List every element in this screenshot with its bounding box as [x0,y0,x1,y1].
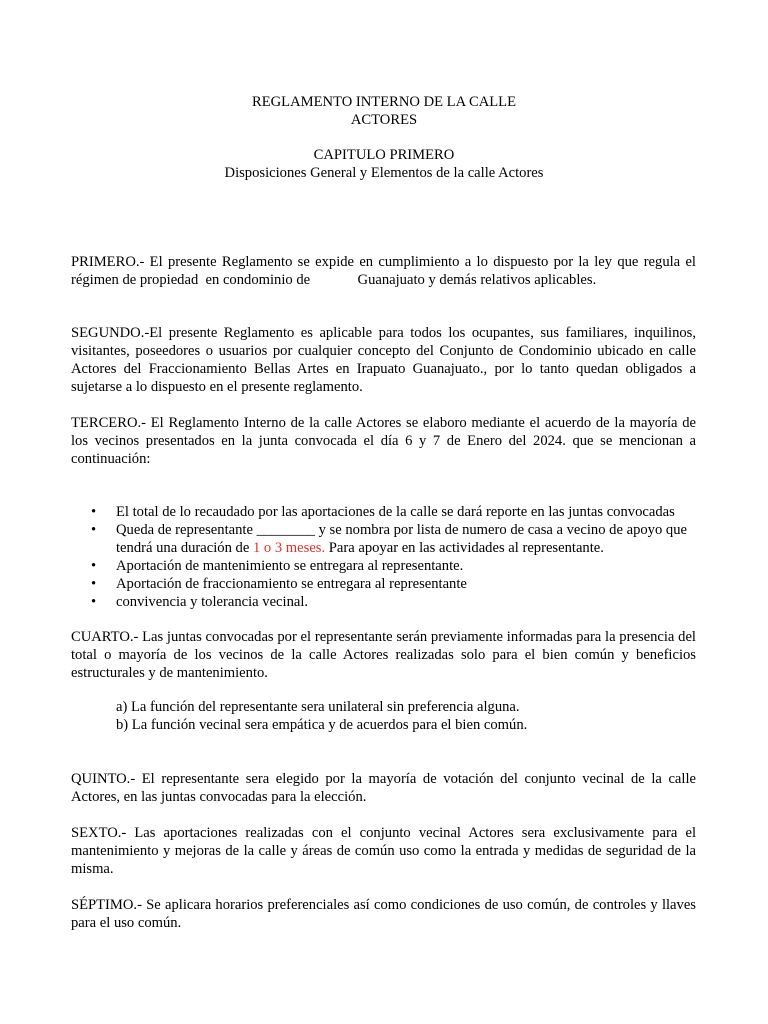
list-item: • convivencia y tolerancia vecinal. [91,594,309,610]
bullet-icon: • [91,558,97,574]
chapter-heading: CAPITULO PRIMERO [313,147,455,163]
agreement-list [71,503,696,611]
bullet-icon: • [91,594,97,610]
sub-item-b: b) La función vecinal sera empática y de acuerdos para el bien común. [116,717,528,733]
article-segundo: SEGUNDO.-El presente Reglamento es aplicable para todos los ocupantes, sus familiares, inquilinos, visitantes, poseedores o usuarios por cualquier concepto del Conjunto de Condominio ubicado en calle Actores del Fraccionamiento Bellas Artes en Irapuato Guanajuato., por lo tanto quedan obligados a sujetarse a lo dispuesto en el presente reglamento. [71,325,696,395]
list-item: • Queda de representante ________ y se nombra por lista de numero de casa a vecino de apoyo que tendrá una duración de 1 o 3 meses. Para apoyar en las actividades al representante. [91,522,687,556]
article-septimo: SÉPTIMO.- Se aplicara horarios preferenciales así como condiciones de uso común, de controles y llaves para el uso común. [71,897,696,931]
sub-item-a: a) La función del representante sera unilateral sin preferencia alguna. [116,699,520,715]
article-sexto: SEXTO.- Las aportaciones realizadas con el conjunto vecinal Actores sera exclusivamente para el mantenimiento y mejoras de la calle y áreas de común uso como la entrada y medidas de seguridad de la misma. [71,825,696,877]
article-quinto: QUINTO.- El representante sera elegido por la mayoría de votación del conjunto vecinal de la calle Actores, en las juntas convocadas para la elección. [71,771,696,805]
bullet-icon: • [91,522,97,538]
article-tercero: TERCERO.- El Reglamento Interno de la calle Actores se elaboro mediante el acuerdo de la mayoría de los vecinos presentados en la junta convocada el día 6 y 7 de Enero del 2024. que se mencionan a continuación: [71,415,696,467]
bullet-icon: • [91,576,97,592]
article-primero: PRIMERO.- El presente Reglamento se expide en cumplimiento a lo dispuesto por la ley que regula el régimen de propiedad en condominio de Guanajuato y demás relativos aplicables. [71,254,700,288]
bullet-icon: • [91,504,97,520]
document-title-line2: ACTORES [350,112,418,128]
chapter-subtitle: Disposiciones General y Elementos de la calle Actores [224,165,544,181]
list-item: • Aportación de fraccionamiento se entregara al representante [91,576,467,592]
highlighted-duration: 1 o 3 meses. [252,540,326,556]
list-item: • El total de lo recaudado por las aportaciones de la calle se dará reporte en las juntas convocadas [91,504,675,520]
document-title-line1: REGLAMENTO INTERNO DE LA CALLE [251,94,516,110]
article-cuarto: CUARTO.- Las juntas convocadas por el representante serán previamente informadas para la presencia del total o mayoría de los vecinos de la calle Actores realizadas solo para el bien común y beneficios estructurales y de mantenimiento. [71,629,696,681]
list-item: • Aportación de mantenimiento se entregara al representante. [91,558,464,574]
